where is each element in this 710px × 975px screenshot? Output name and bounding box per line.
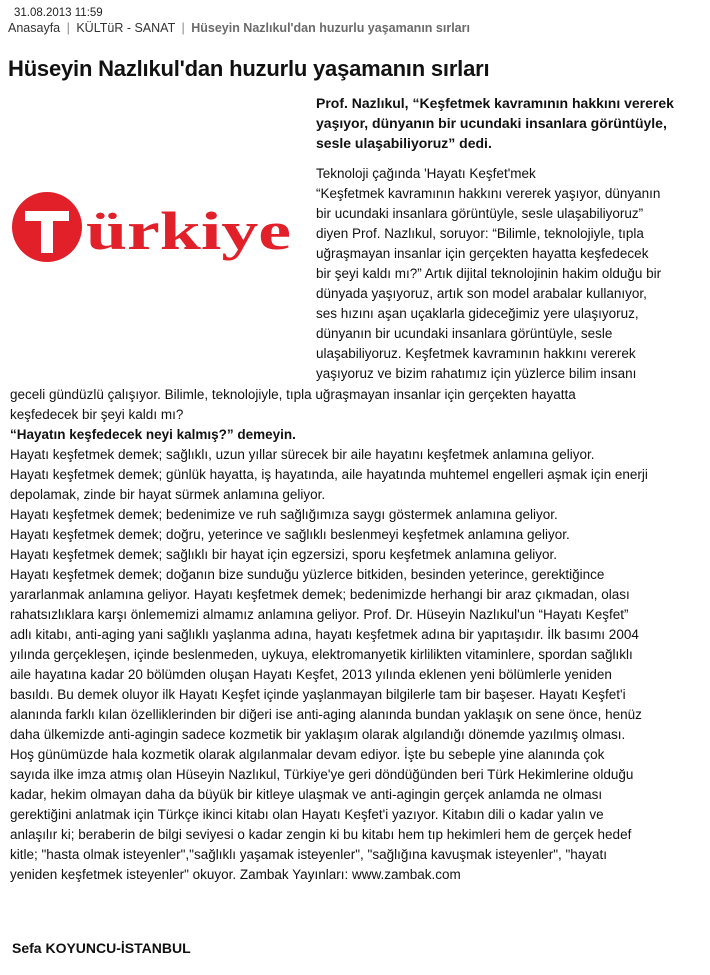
lead-line: yaşıyor, dünyanın bir ucundaki insanlara görüntüyle, (316, 115, 667, 131)
body-line: geceli gündüzlü çalışıyor. Bilimle, teknolojiyle, tıpla uğraşmayan insanlar için gerçekten hayatta (10, 387, 576, 402)
body-line: keşfedecek bir şeyi kaldı mı? (10, 407, 184, 422)
body-line: Hayatı keşfetmek demek; doğru, yeterince ve sağlıklı beslenmeyi keşfetmek anlamına geliyor. (10, 527, 570, 542)
intro-line: bir ucundaki insanlara görüntüyle, sesle ulaşabiliyoruz” (316, 206, 644, 221)
intro-line: bir şeyi kaldı mı?” Artık dijital teknolojinin hakim olduğu bir (316, 266, 662, 281)
breadcrumb-separator: | (181, 21, 185, 35)
body-line: sayıda ilke imza atmış olan Hüseyin Nazlıkul, Türkiye'ye geri döndüğünden beri Türk Hekimlerine olduğu (10, 767, 634, 782)
breadcrumb-current: Hüseyin Nazlıkul'dan huzurlu yaşamanın sırları (191, 21, 470, 35)
lead-line: sesle ulaşabiliyoruz” dedi. (316, 135, 492, 151)
logo-wordmark: ürkiye (86, 201, 291, 261)
intro-line: ses hızını aşan uçaklarla gideceğimiz yere ulaşıyoruz, (316, 306, 639, 321)
body-line: Hayatı keşfetmek demek; sağlıklı bir hayat için egzersizi, sporu keşfetmek anlamına geliyor. (10, 547, 557, 562)
intro-line: dünyada yaşıyoruz, artık son model arabalar kullanıyor, (316, 286, 647, 301)
breadcrumb-home-link[interactable]: Anasayfa (8, 21, 61, 35)
body-line: yararlanmak anlamına geliyor. Hayatı keşfetmek demek; bedenimizde herhangi bir araz çıkmadan, olası (10, 587, 630, 602)
turkiye-newspaper-logo (10, 190, 300, 265)
body-line: depolamak, zinde bir hayat sürmek anlamına geliyor. (10, 487, 326, 502)
intro-line: uğraşmayan insanlar için gerçekten hayatta keşfedecek (316, 246, 649, 261)
body-line: daha ülkemizde anti-agingin sadece kozmetik bir yaklaşım olarak algılandığı dönemde yazılmış olması. (10, 727, 626, 742)
body-line: Hayatı keşfetmek demek; sağlıklı, uzun yıllar sürecek bir aile hayatını keşfetmek anlamına geliyor. (10, 447, 595, 462)
article-intro (316, 164, 706, 384)
intro-line: dünyanın bir ucundaki insanlara görüntüyle, sesle (316, 326, 613, 341)
intro-line: “Keşfetmek kavramının hakkını vererek yaşıyor, dünyanın (316, 186, 661, 201)
body-line: basıldı. Bu demek oluyor ilk Hayatı Keşfet içinde yaşlanmayan bilgilerle tam bir başeser. Hayatı Keşfet'i (10, 687, 626, 702)
body-subheading: “Hayatın keşfedecek neyi kalmış?” demeyin. (10, 427, 296, 442)
body-line: Hayatı keşfetmek demek; doğanın bize sunduğu yüzlerce bitkiden, besinden yeterince, gerektiğince (10, 567, 605, 582)
body-line: yeniden keşfetmek isteyenler" okuyor. Zambak Yayınları: www.zambak.com (10, 867, 461, 882)
logo-t-stem (41, 211, 53, 253)
body-line: adlı kitabı, anti-aging yani sağlıklı yaşlanma adına, hayatı keşfetmek adına bir yapıtaşıdır. İlk basımı 2004 (10, 627, 639, 642)
body-line: kadar, hekim olmayan daha da büyük bir kitleye ulaşmak ve anti-agingin gerçek anlamda ne olması (10, 787, 603, 802)
body-line: kitle; "hasta olmak isteyenler","sağlıklı yaşamak isteyenler", "sağlığına kavuşmak isteyenler", "hayatı (10, 847, 608, 862)
article-lead (316, 93, 704, 153)
body-line: aile hayatına kadar 20 bölümden oluşan Hayatı Keşfet, 2013 yılında eklenen yeni bölümlerle yeniden (10, 667, 612, 682)
body-line: Hoş günümüzde hala kozmetik olarak algılanmalar devam ediyor. İşte bu sebeple yine alanında çok (10, 747, 605, 762)
breadcrumb-separator: | (66, 21, 70, 35)
lead-line: Prof. Nazlıkul, “Keşfetmek kavramının hakkını vererek (316, 95, 674, 111)
intro-line: yaşıyoruz ve bizim rahatımız için yüzlerce bilim insanı (316, 366, 637, 381)
body-line: Hayatı keşfetmek demek; günlük hayatta, iş hayatında, aile hayatında muhtemel engelleri aşmak için enerji (10, 467, 648, 482)
body-line: rahatsızlıklara karşı önlememizi almamız anlamına geliyor. Prof. Dr. Hüseyin Nazlıkul'un “Hayatı Keşfet” (10, 607, 629, 622)
intro-line: diyen Prof. Nazlıkul, soruyor: “Bilimle, teknolojiyle, tıpla (316, 226, 644, 241)
body-line: alanında farklı kılan özelliklerinden bir diğeri ise anti-aging alanında bundan yaklaşık on sene önce, henüz (10, 707, 642, 722)
body-line: yılında gerçekleşen, içinde beslenmeden, uykuya, elektromanyetik kirlilikten vitaminlere, spordan sağlıklı (10, 647, 633, 662)
article-author: Sefa KOYUNCU-İSTANBUL (12, 940, 191, 956)
breadcrumb (8, 21, 470, 35)
body-line: gerektiğini anlatmak için Türkçe ikinci kitabı olan Hayatı Keşfet'i yazıyor. Kitabın dili o kadar yalın ve (10, 807, 604, 822)
breadcrumb-category-link[interactable]: KÜLTüR - SANAT (76, 21, 175, 35)
intro-line: Teknoloji çağında 'Hayatı Keşfet'mek (316, 166, 536, 181)
article-title: Hüseyin Nazlıkul'dan huzurlu yaşamanın sırları (8, 56, 490, 81)
publish-datetime: 31.08.2013 11:59 (14, 7, 103, 19)
body-line: anlaşılır ki; beraberin de bilgi seviyesi o kadar zengin ki bu kitabı hem tıp hekimleri hem de gerçek hedef (10, 827, 632, 842)
body-line: Hayatı keşfetmek demek; bedenimize ve ruh sağlığımıza saygı göstermek anlamına geliyor. (10, 507, 558, 522)
article-body (10, 385, 702, 885)
intro-line: ulaşabiliyoruz. Keşfetmek kavramının hakkını vererek (316, 346, 636, 361)
